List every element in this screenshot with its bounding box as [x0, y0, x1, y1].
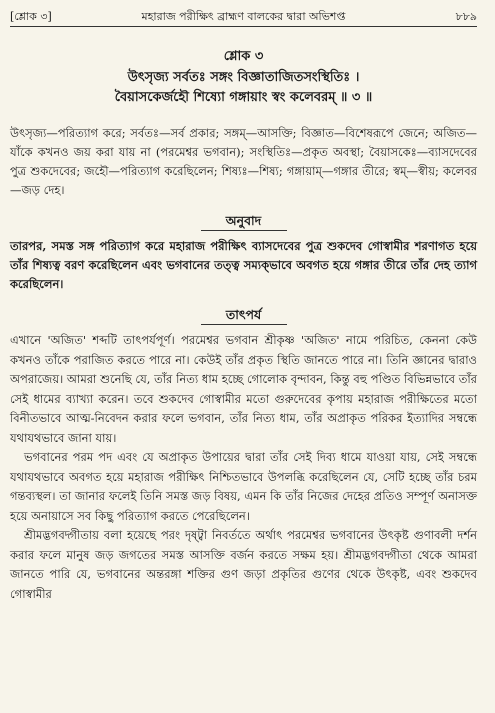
header-chapter-ref: [শ্লোক ৩]	[10, 10, 52, 23]
sanskrit-verse	[10, 68, 477, 108]
page-number: ৮৮৯	[455, 10, 477, 23]
purport-heading: তাৎপর্য	[225, 307, 262, 322]
verse-line: উৎসৃজ্য সর্বতঃ সঙ্গং বিজ্ঞাতাজিতসংস্থিতিঃ ।	[127, 70, 360, 85]
purport-paragraph: ভগবানের পরম পদ এবং যে অপ্রাকৃত উপায়ের দ্বারা তাঁর সেই দিব্য ধামে যাওয়া যায়, সেই সম্বন্ধে যথাযথভাবে অবগত হয়ে মহারাজ পরীক্ষিৎ নিশ্চিতভাবে উপলব্ধি করেছিলেন যে, সেটি হচ্ছে তাঁর চরম গন্তব্যস্থল। তা জানার ফলেই তিনি সমস্ত জড় বিষয়, এমন কি তাঁর নিজের দেহের প্রতিও সম্পূর্ণ অনাসক্ত হয়ে অনায়াসে সব কিছু পরিত্যাগ করতে পেরেছিলেন।	[10, 450, 477, 523]
sloka-heading: শ্লোক ৩	[223, 49, 264, 64]
purport-paragraph: এখানে 'অজিত' শব্দটি তাৎপর্যপূর্ণ। পরমেশ্বর ভগবান শ্রীকৃষ্ণ 'অজিত' নামে পরিচিত, কেননা কেউ কখনও তাঁকে পরাজিত করতে পারে না। কেউই তাঁর প্রকৃত স্থিতি জানতে পারে না। তিনি জ্ঞানের দ্বারাও অপরাজেয়। আমরা শুনেছি যে, তাঁর নিত্য ধাম হচ্ছে গোলোক বৃন্দাবন, কিন্তু বহু পণ্ডিত বিভিন্নভাবে তাঁর সেই ধামের ব্যাখ্যা করেন। তবে শুকদেব গোস্বামীর মতো গুরুদেবের কৃপায় মহারাজ পরীক্ষিতের মতো বিনীতভাবে আত্ম-নিবেদন করার ফলে ভগবান, তাঁর নিত্য ধাম, তাঁর অপ্রাকৃত পরিকর ইত্যাদির সম্বন্ধে যথাযথভাবে জানা যায়।	[10, 333, 477, 445]
header-title: মহারাজ পরীক্ষিৎ ব্রাহ্মণ বালকের দ্বারা অভিশপ্ত	[141, 10, 346, 23]
translation-heading: অনুবাদ	[225, 213, 262, 228]
translation-heading-underline	[201, 230, 287, 231]
running-header	[10, 8, 477, 24]
synonyms-paragraph: উৎসৃজ্য—পরিত্যাগ করে; সর্বতঃ—সর্ব প্রকার; সঙ্গম্—আসক্তি; বিজ্ঞাত—বিশেষরূপে জেনে; অজিত—যাঁকে কখনও জয় করা যায় না (পরমেশ্বর ভগবান); সংস্থিতিঃ—প্রকৃত অবস্থা; বৈয়াসকেঃ—ব্যাসদেবের পুত্র শুকদেবের; জহৌ—পরিত্যাগ করেছিলেন; শিষ্যঃ—শিষ্য; গঙ্গায়াম্—গঙ্গার তীরে; স্বম্—স্বীয়; কলেবর—জড় দেহ।	[10, 126, 477, 197]
purport-body	[10, 331, 477, 604]
translation-paragraph: তারপর, সমস্ত সঙ্গ পরিত্যাগ করে মহারাজ পরীক্ষিৎ ব্যাসদেবের পুত্র শুকদেব গোস্বামীর শরণাগত হয়ে তাঁর শিষ্যত্ব বরণ করেছিলেন এবং ভগবানের তত্ত্ব সম্যক্‌ভাবে অবগত হয়ে গঙ্গার তীরে তাঁর দেহ ত্যাগ করেছিলেন।	[10, 239, 477, 291]
purport-heading-underline	[201, 324, 287, 325]
page-content	[10, 48, 477, 604]
purport-paragraph: শ্রীমদ্ভগবদ্গীতায় বলা হয়েছে পরং দৃষ্ট্বা নিবর্ততে অর্থাৎ পরমেশ্বর ভগবানের উৎকৃষ্ট গুণাবলী দর্শন করার ফলে মানুষ জড় জগতের সমস্ত আসক্তি বর্জন করতে সক্ষম হয়। শ্রীমদ্ভগবদ্গীতা থেকে আমরা জানতে পারি যে, ভগবানের অন্তরঙ্গা শক্তির গুণ জড়া প্রকৃতির গুণের থেকে উৎকৃষ্ট, এবং শুকদেব গোস্বামীর	[10, 528, 477, 601]
header-rule	[10, 26, 477, 27]
verse-line: বৈয়াসকের্জহৌ শিষ্যো গঙ্গায়াং স্বং কলেবরম্ ॥ ৩ ॥	[114, 90, 373, 105]
